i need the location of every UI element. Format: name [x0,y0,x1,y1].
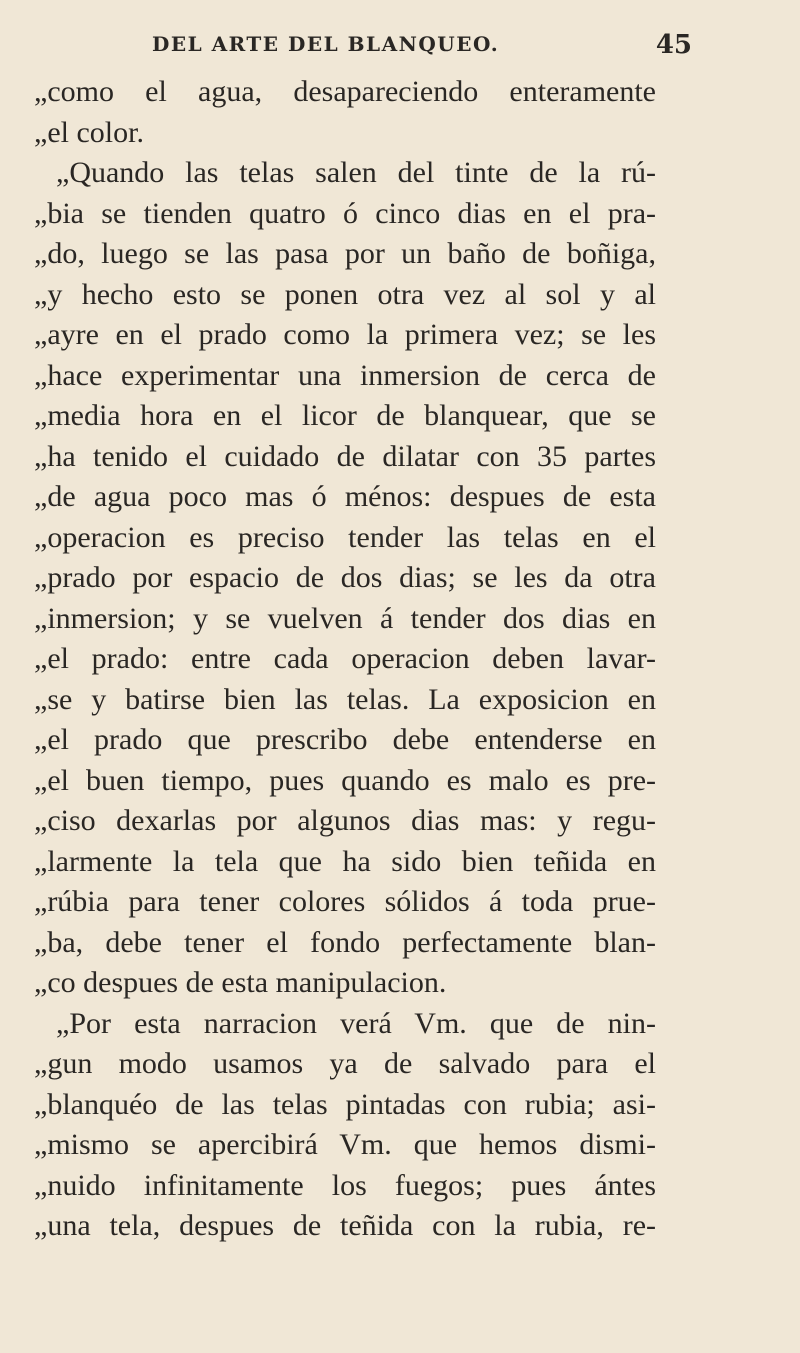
text-line: „ha tenido el cuidado de dilatar con 35 partes [34,439,656,473]
text-line: „Quando las telas salen del tinte de la rú- [56,156,656,189]
text-line: „operacion es preciso tender las telas en el [34,520,656,554]
text-line: „ciso dexarlas por algunos dias mas: y regu- [34,804,656,837]
text-line: „Por esta narracion verá Vm. que de nin- [56,1006,656,1040]
page-number: 45 [655,30,692,60]
text-line: „el prado que prescribo debe entenderse en [34,723,656,756]
text-line: „bia se tienden quatro ó cinco dias en el pra- [34,196,656,230]
text-line: „nuido infinitamente los fuegos; pues ántes [34,1168,656,1202]
text-line: „ba, debe tener el fondo perfectamente blan- [34,925,656,959]
text-line: „co despues de esta manipulacion. [34,966,447,999]
text-line: „el prado: entre cada operacion deben lavar- [34,642,656,675]
text-line: „media hora en el licor de blanquear, que se [34,399,656,432]
text-line: „una tela, despues de teñida con la rubia, re- [34,1209,656,1242]
text-line: „rúbia para tener colores sólidos á toda prue- [34,885,656,918]
text-line: „hace experimentar una inmersion de cerca de [34,358,656,392]
text-line: „ayre en el prado como la primera vez; se les [34,318,656,351]
text-line: „se y batirse bien las telas. La exposicion en [34,682,656,716]
body-text [34,72,656,1247]
text-line: „blanquéo de las telas pintadas con rubia; asi- [34,1087,656,1121]
running-title: DEL ARTE DEL BLANQUEO. [152,32,500,56]
text-line: „gun modo usamos ya de salvado para el [34,1047,656,1080]
text-line: „el color. [34,115,144,149]
text-line: „y hecho esto se ponen otra vez al sol y al [34,277,656,311]
text-line: „larmente la tela que ha sido bien teñida en [34,844,656,878]
text-line: „prado por espacio de dos dias; se les da otra [34,561,656,594]
text-line: „do, luego se las pasa por un baño de boñiga, [34,237,656,270]
text-line: „mismo se apercibirá Vm. que hemos dismi- [34,1128,656,1161]
text-line: „inmersion; y se vuelven á tender dos dias en [34,601,656,635]
text-line: „el buen tiempo, pues quando es malo es pre- [34,763,656,797]
text-line: „de agua poco mas ó ménos: despues de esta [34,480,656,513]
text-line: „como el agua, desapareciendo enteramente [34,75,656,108]
page-header [152,32,692,68]
